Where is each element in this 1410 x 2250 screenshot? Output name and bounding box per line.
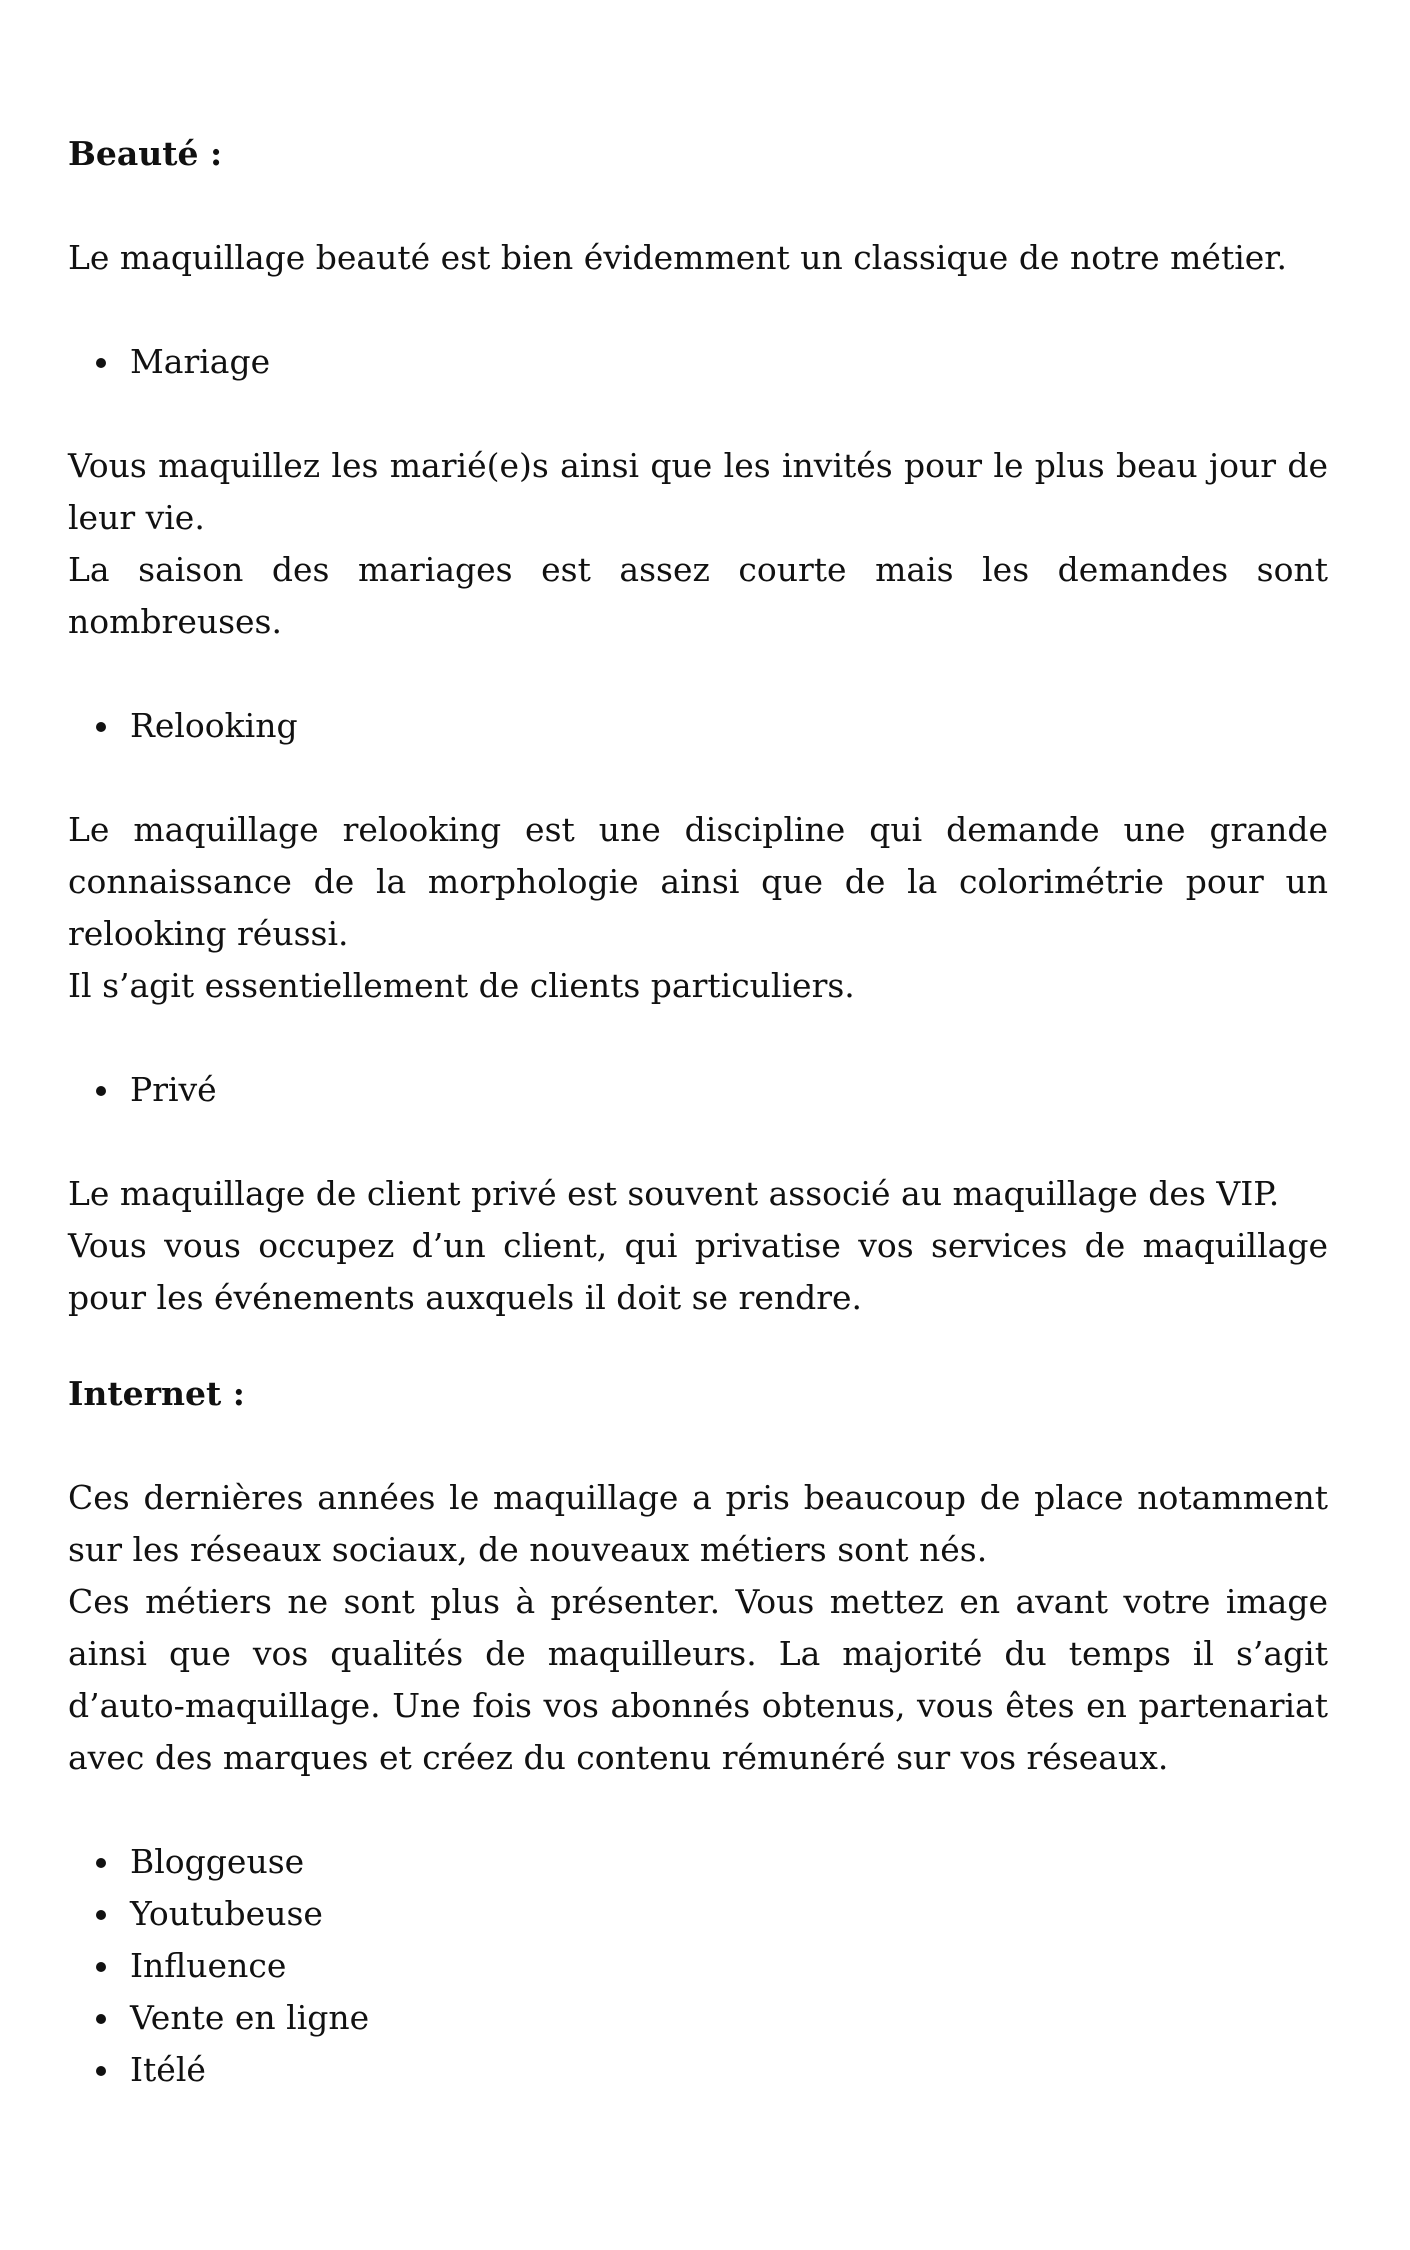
spacer [68, 752, 1328, 804]
document-body [68, 128, 1328, 2096]
relooking-paragraph-2: Il s’agit essentiellement de clients particuliers. [68, 966, 855, 1005]
bullet-icon [96, 358, 106, 368]
list-item-label: Bloggeuse [130, 1842, 305, 1881]
beaute-intro: Le maquillage beauté est bien évidemment un classique de notre métier. [68, 238, 1287, 277]
list-item-label: Youtubeuse [130, 1894, 323, 1933]
bullet-icon [96, 1086, 106, 1096]
bullet-icon [96, 2014, 106, 2024]
spacer [68, 648, 1328, 700]
list-item-label: Influence [130, 1946, 287, 1985]
bullet-list-internet [68, 1836, 1328, 2096]
list-item [130, 1940, 1328, 1992]
list-item [130, 2044, 1328, 2096]
list-item [130, 1836, 1328, 1888]
mariage-paragraph-2: La saison des mariages est assez courte mais les demandes sont nombreuses. [68, 550, 1328, 641]
heading-internet: Internet : [68, 1374, 245, 1413]
spacer [68, 1784, 1328, 1836]
list-item-label: Privé [130, 1070, 217, 1109]
spacer [68, 1012, 1328, 1064]
bullet-list-mariage [68, 336, 1328, 388]
bullet-list-prive [68, 1064, 1328, 1116]
internet-paragraph-2: Ces métiers ne sont plus à présenter. Vous mettez en avant votre image ainsi que vos qualités de maquilleurs. La majorité du temps il s’agit d’auto-maquillage. Une fois vos abonnés obtenus, vous êtes en partenariat avec des marques et créez du contenu rémunéré sur vos réseaux. [68, 1582, 1328, 1777]
internet-paragraph-1: Ces dernières années le maquillage a pris beaucoup de place notamment sur les réseaux sociaux, de nouveaux métiers sont nés. [68, 1478, 1328, 1569]
spacer [68, 1116, 1328, 1168]
spacer [68, 388, 1328, 440]
list-item [130, 700, 1328, 752]
spacer [68, 180, 1328, 232]
list-item [130, 1992, 1328, 2044]
list-item [130, 336, 1328, 388]
list-item [130, 1888, 1328, 1940]
prive-paragraph-2: Vous vous occupez d’un client, qui privatise vos services de maquillage pour les événements auxquels il doit se rendre. [68, 1226, 1328, 1317]
heading-beaute: Beauté : [68, 134, 223, 173]
relooking-paragraph-1: Le maquillage relooking est une discipline qui demande une grande connaissance de la morphologie ainsi que de la colorimétrie pour un relooking réussi. [68, 810, 1328, 953]
bullet-list-relooking [68, 700, 1328, 752]
bullet-icon [96, 2066, 106, 2076]
list-item [130, 1064, 1328, 1116]
bullet-icon [96, 1858, 106, 1868]
spacer [68, 1324, 1328, 1368]
spacer [68, 1420, 1328, 1472]
prive-paragraph-1: Le maquillage de client privé est souvent associé au maquillage des VIP. [68, 1174, 1280, 1213]
list-item-label: Itélé [130, 2050, 206, 2089]
list-item-label: Relooking [130, 706, 298, 745]
list-item-label: Mariage [130, 342, 271, 381]
bullet-icon [96, 722, 106, 732]
spacer [68, 284, 1328, 336]
bullet-icon [96, 1910, 106, 1920]
bullet-icon [96, 1962, 106, 1972]
list-item-label: Vente en ligne [130, 1998, 370, 2037]
mariage-paragraph-1: Vous maquillez les marié(e)s ainsi que les invités pour le plus beau jour de leur vie. [68, 446, 1328, 537]
